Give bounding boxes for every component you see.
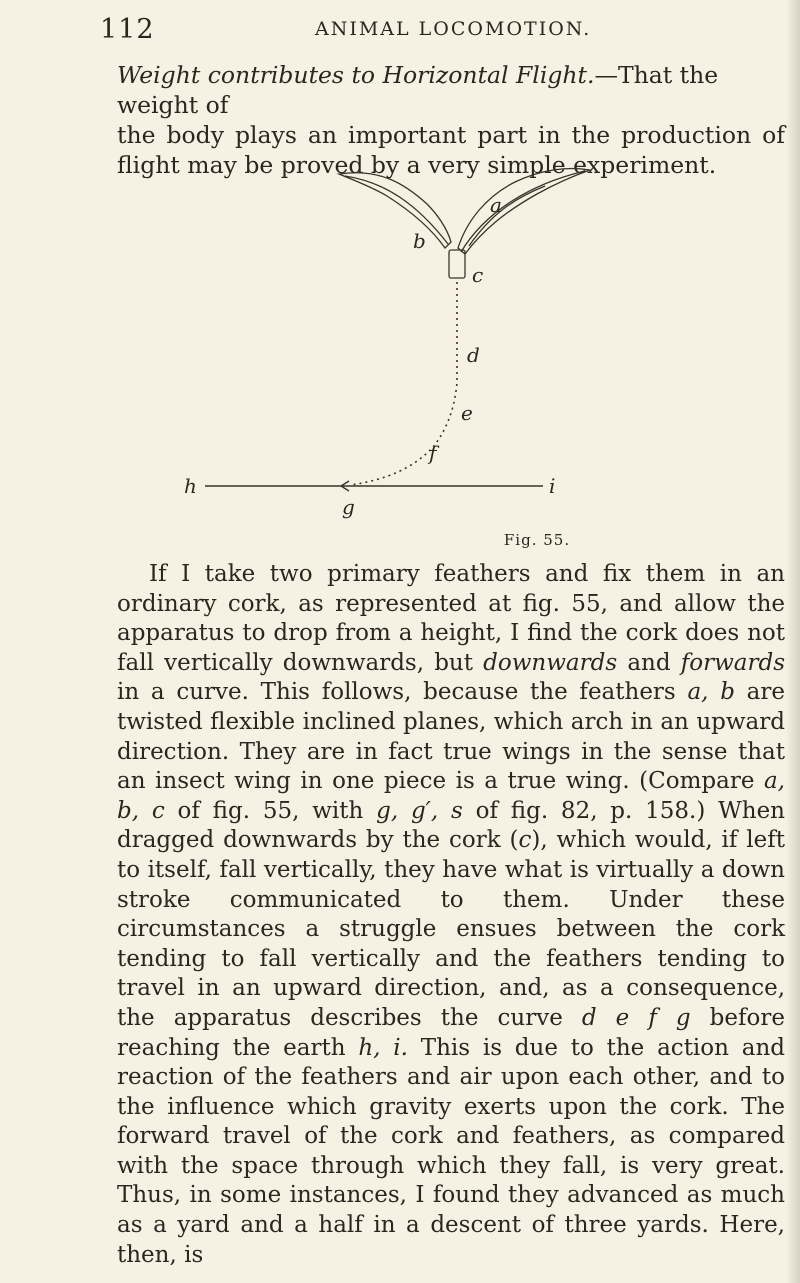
label-g: g xyxy=(342,495,355,519)
body-text-9: This is due to the action and reaction of the feathers and air upon each other, and to the influence which gravity exerts upon the cork. The forward travel of the cork and feathers, as compared with the space through which they fall, is very great. Thus, in some instances, I found they advanced as much as a yard and a half in a descent of three yards. Here, then, is xyxy=(117,1034,785,1268)
body-text-5: of fig. 55, with xyxy=(164,797,377,824)
body-text-2: and xyxy=(617,649,681,676)
label-d: d xyxy=(467,343,480,367)
page-edge-shadow xyxy=(786,0,800,1283)
body-emph-defg: d e f g xyxy=(581,1004,691,1031)
body-text-7: ), which would, if left to itself, fall vertically, they have what is virtually a down stroke communicated to them. Under these circumstances a struggle ensues between the cork tending to fall vertically and the feathers tending to travel in an upward direction, and, as a consequence, the apparatus describes the curve xyxy=(117,827,785,1031)
body-emph-hi: h, i. xyxy=(358,1034,408,1061)
running-title: ANIMAL LOCOMOTION. xyxy=(315,18,592,40)
flight-curve xyxy=(350,282,457,485)
body-text-1: If I take two primary feathers and fix them in an ordinary cork, as represented at fig. 55, and allow the apparatus to drop from a height, I find the cork does not fall vertically downwards, but xyxy=(117,561,785,676)
label-c: c xyxy=(472,263,484,287)
body-emph-ggs: g, g′, s xyxy=(376,797,463,824)
label-h: h xyxy=(184,474,197,498)
running-head xyxy=(100,14,790,54)
figure-caption: Fig. 55. xyxy=(503,531,571,549)
feather-b xyxy=(339,173,451,248)
body-text-8: before reaching the earth xyxy=(117,1004,785,1061)
label-f: f xyxy=(429,441,437,465)
intro-first-line xyxy=(117,60,785,120)
intro-first-line-rest: —That the weight of xyxy=(117,61,719,119)
cork-c xyxy=(449,250,465,278)
label-e: e xyxy=(461,401,473,425)
body-text-6: of fig. 82, p. 158.) When dragged downwards by the cork ( xyxy=(117,797,785,854)
page-number: 112 xyxy=(100,14,155,45)
body-emph-downwards: downwards xyxy=(483,649,618,676)
label-b: b xyxy=(413,229,426,253)
body-text-4: are twisted flexible inclined planes, which arch in an upward direction. They are in fact true wings in the sense that an insect wing in one piece is a true wing. (Compare xyxy=(117,679,785,795)
body-emph-forwards: forwards xyxy=(680,649,786,676)
label-i: i xyxy=(549,474,556,498)
intro-text: the body plays an important part in the production of flight may be proved by a very simple experiment. xyxy=(117,121,785,179)
body-emph-abc: a, b, c xyxy=(117,768,785,824)
section-title: Weight contributes to Horizontal Flight. xyxy=(117,61,595,89)
body-text-3: in a curve. This follows, because the feathers xyxy=(117,679,688,706)
feather-a xyxy=(458,169,590,255)
body-emph-ab: a, b xyxy=(687,679,735,706)
label-a: a xyxy=(490,193,502,217)
cork-feather-diagram xyxy=(165,162,765,532)
body-paragraph xyxy=(117,560,785,1270)
body-emph-c: c xyxy=(518,827,532,854)
feather-a-rachis xyxy=(461,171,585,252)
figure-55 xyxy=(165,162,765,549)
